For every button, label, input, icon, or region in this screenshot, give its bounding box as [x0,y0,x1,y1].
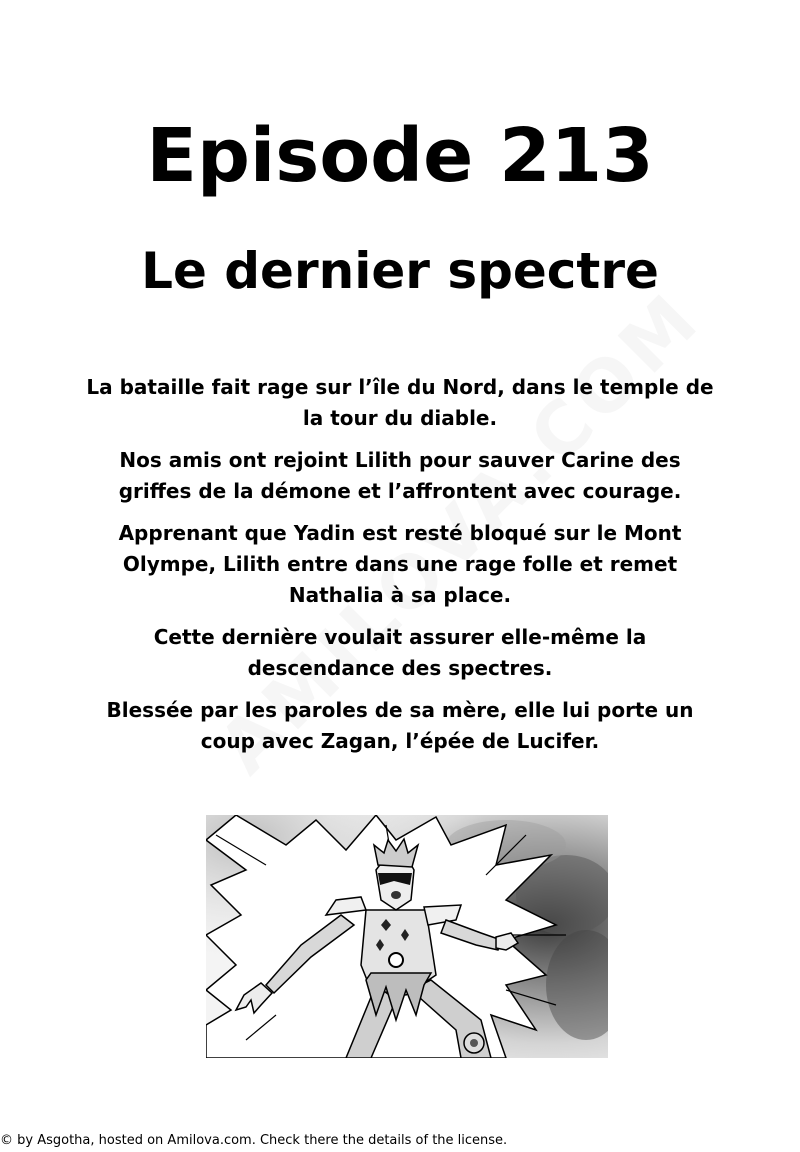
summary-paragraph: La bataille fait rage sur l’île du Nord, dans le temple de la tour du diable. [86,375,714,430]
summary-paragraph: Blessée par les paroles de sa mère, elle lui porte un coup avec Zagan, l’épée de Lucifer. [106,698,694,753]
comic-panel-illustration [206,815,608,1058]
license-footer: © by Asgotha, hosted on Amilova.com. Check there the details of the license. [0,1133,508,1148]
episode-subtitle: Le dernier spectre [141,242,659,300]
summary-paragraph: Nos amis ont rejoint Lilith pour sauver Carine des griffes de la démone et l’affrontent avec courage. [118,448,682,503]
episode-summary [80,372,720,768]
armored-warrior-illustration [206,815,608,1058]
summary-paragraph: Apprenant que Yadin est resté bloqué sur le Mont Olympe, Lilith entre dans une rage folle et remet Nathalia à sa place. [118,521,682,607]
summary-paragraph: Cette dernière voulait assurer elle-même la descendance des spectres. [153,625,647,680]
episode-title: Episode 213 [146,113,654,199]
